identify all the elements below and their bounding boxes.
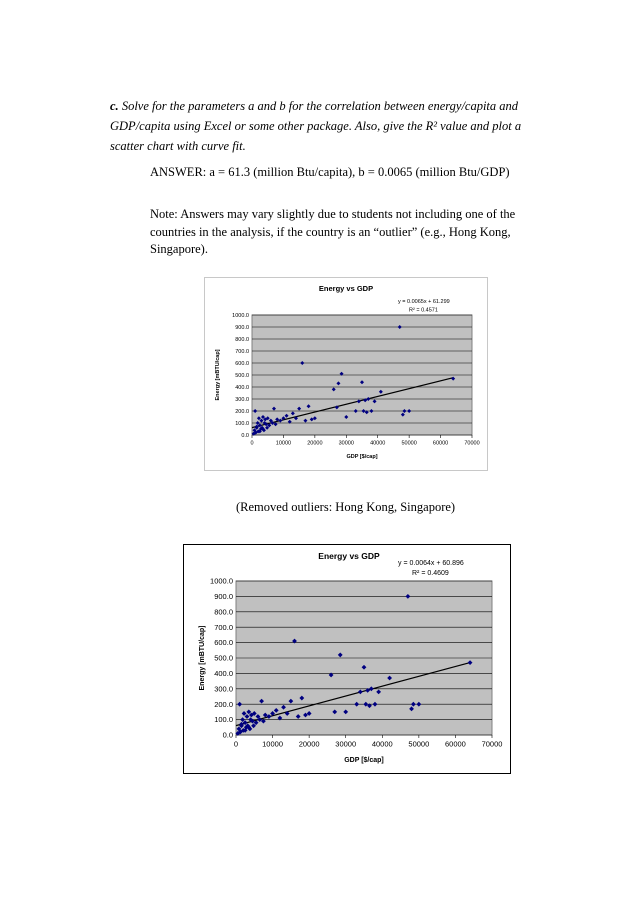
y-tick-label: 100.0 (235, 420, 249, 427)
y-tick-label: 700.0 (235, 348, 249, 355)
y-tick-label: 600.0 (214, 638, 233, 648)
y-axis-label: Energy [mBTU/cap] (215, 349, 221, 401)
y-tick-label: 200.0 (214, 699, 233, 709)
r-squared-label: R² = 0.4609 (412, 570, 449, 577)
y-tick-label: 0.0 (241, 432, 249, 439)
x-tick-label: 30000 (335, 739, 357, 749)
chart-title: Energy vs GDP (318, 551, 380, 561)
chart-1 (205, 278, 487, 470)
y-tick-label: 400.0 (235, 384, 249, 391)
chart-1-frame (204, 277, 488, 471)
trendline-equation: y = 0.0064x + 60.896 (398, 560, 464, 567)
x-tick-label: 30000 (338, 440, 354, 447)
x-tick-label: 40000 (371, 739, 393, 749)
x-tick-label: 20000 (307, 440, 323, 447)
chart-2-frame (183, 544, 511, 774)
y-tick-label: 1000.0 (210, 576, 233, 586)
x-tick-label: 70000 (464, 440, 480, 447)
y-tick-label: 200.0 (235, 408, 249, 415)
y-tick-label: 900.0 (235, 324, 249, 331)
y-tick-label: 500.0 (235, 372, 249, 379)
x-tick-label: 70000 (481, 739, 503, 749)
part-c-text: Solve for the parameters a and b for the correlation between energy/capita and GDP/capita using Excel or some other package. Also, give the R² value and plot a scatter chart with curve fit. (110, 99, 522, 153)
x-tick-label: 0 (250, 440, 254, 447)
note-paragraph: Note: Answers may vary slightly due to students not including one of the countries in the analysis, if the country is an “outlier” (e.g., Hong Kong, Singapore). (150, 207, 516, 256)
r-squared-label: R² = 0.4571 (409, 307, 438, 314)
x-axis-label: GDP [$/cap] (344, 757, 384, 764)
chart-title: Energy vs GDP (318, 284, 374, 293)
x-tick-label: 20000 (298, 739, 320, 749)
part-c-label: c. (110, 99, 119, 113)
y-tick-label: 900.0 (214, 592, 233, 602)
y-tick-label: 500.0 (214, 653, 233, 663)
removed-outliers-caption: (Removed outliers: Hong Kong, Singapore) (236, 500, 456, 514)
x-tick-label: 0 (233, 739, 239, 749)
y-tick-label: 100.0 (214, 715, 233, 725)
x-tick-label: 10000 (262, 739, 284, 749)
y-tick-label: 300.0 (214, 684, 233, 694)
y-tick-label: 600.0 (235, 360, 249, 367)
x-tick-label: 10000 (275, 440, 292, 447)
x-tick-label: 40000 (370, 440, 386, 447)
y-tick-label: 800.0 (235, 336, 249, 343)
chart-2 (184, 545, 510, 773)
y-tick-label: 400.0 (214, 669, 233, 679)
y-tick-label: 700.0 (214, 622, 233, 632)
x-tick-label: 60000 (432, 440, 449, 447)
x-tick-label: 50000 (408, 739, 430, 749)
y-tick-label: 800.0 (214, 607, 233, 617)
answer-line: ANSWER: a = 61.3 (million Btu/capita), b = 0.0065 (million Btu/GDP) (150, 165, 510, 179)
y-axis-label: Energy [mBTU/cap] (199, 625, 206, 691)
part-c-paragraph (110, 96, 540, 156)
x-tick-label: 50000 (401, 440, 417, 447)
x-axis-label: GDP [$/cap] (346, 454, 378, 460)
x-tick-label: 60000 (444, 739, 466, 749)
y-tick-label: 0.0 (222, 730, 233, 740)
y-tick-label: 300.0 (235, 396, 249, 403)
trendline-equation: y = 0.0065x + 61.299 (398, 299, 450, 305)
y-tick-label: 1000.0 (232, 312, 249, 319)
